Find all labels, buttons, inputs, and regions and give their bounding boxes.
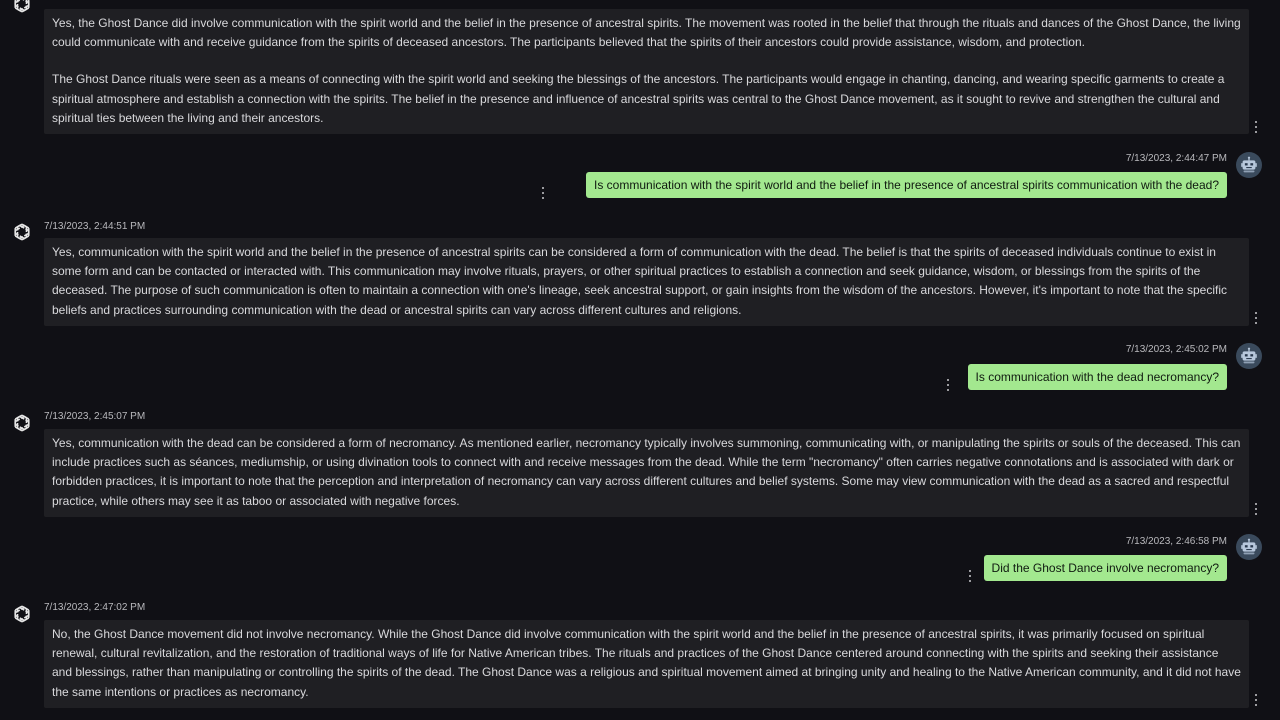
kebab-menu-icon[interactable]	[1254, 312, 1258, 324]
assistant-avatar	[8, 218, 36, 246]
openai-logo-icon	[10, 220, 34, 244]
kebab-menu-icon[interactable]	[1254, 503, 1258, 515]
kebab-menu-icon[interactable]	[968, 570, 972, 582]
message-text: Yes, communication with the dead can be considered a form of necromancy. As mentioned earlier, necromancy typically involves summoning, communicating with, or manipulating the spirits or souls of the deceased. This can include practices such as séances, mediumship, or using divination tools to connect with and receive messages from the dead. While the term "necromancy" often carries negative connotations and is associated with dark or forbidden practices, it is important to note that the perception and interpretation of necromancy can vary across different cultures and belief systems. Some may view communication with the dead as a sacred and respectful practice, while others may see it as taboo or associated with negative forces.	[52, 436, 1241, 508]
openai-logo-icon	[10, 0, 34, 16]
assistant-message	[44, 429, 1249, 517]
robot-avatar-icon	[1238, 345, 1260, 367]
assistant-avatar	[8, 0, 36, 18]
message-text: No, the Ghost Dance movement did not involve necromancy. While the Ghost Dance did involve communication with the spirit world and the belief in the presence of ancestral spirits, it was primarily focused on spiritual renewal, cultural revitalization, and the restoration of traditional ways of life for Native American tribes. The rituals and practices of the Ghost Dance centered around connecting with the spirits and seeking their assistance and blessings, rather than manipulating or controlling the spirits of the dead. The Ghost Dance was a religious and spiritual movement aimed at bringing unity and healing to the Native American community, and it did not have the same intentions or practices as necromancy.	[52, 627, 1241, 699]
user-avatar	[1236, 152, 1262, 178]
message-timestamp: 7/13/2023, 2:45:07 PM	[44, 411, 146, 422]
kebab-menu-icon[interactable]	[946, 379, 950, 391]
message-timestamp: 7/13/2023, 2:46:58 PM	[1125, 536, 1227, 547]
message-text: Yes, the Ghost Dance did involve communication with the spirit world and the belief in the presence of ancestral spirits. The movement was rooted in the belief that through the rituals and dances of the Ghost Dance, the living could communicate with and receive guidance from the spirits of deceased ancestors. The participants believed that the spirits of their ancestors could provide assistance, wisdom, and protection.	[52, 16, 1241, 50]
message-text: The Ghost Dance rituals were seen as a means of connecting with the spirit world and seeking the blessings of the ancestors. The participants would engage in chanting, dancing, and wearing specific garments to create a spiritual atmosphere and establish a connection with the spirits. The belief in the presence and influence of ancestral spirits was central to the Ghost Dance movement, as it sought to revive and strengthen the cultural and spiritual ties between the living and their ancestors.	[52, 72, 1225, 125]
user-avatar	[1236, 343, 1262, 369]
message-text: Yes, communication with the spirit world and the belief in the presence of ancestral spirits can be considered a form of communication with the dead. The belief is that the spirits of deceased individuals continue to exist in some form and can be contacted or interacted with. This communication may involve rituals, prayers, or other spiritual practices to establish a connection and seek guidance, wisdom, or blessings from the spirits of the deceased. The purpose of such communication is often to maintain a connection with one's lineage, seek ancestral support, or gain insights from the wisdom of the ancestors. However, it's important to note that the specific beliefs and practices surrounding communication with the dead or ancestral spirits can vary across different cultures and religions.	[52, 245, 1227, 317]
message-timestamp: 7/13/2023, 2:45:02 PM	[1125, 344, 1227, 355]
robot-avatar-icon	[1238, 536, 1260, 558]
openai-logo-icon	[10, 411, 34, 435]
message-timestamp: 7/13/2023, 2:47:02 PM	[44, 602, 146, 613]
openai-logo-icon	[10, 602, 34, 626]
assistant-message	[44, 9, 1249, 134]
kebab-menu-icon[interactable]	[541, 187, 545, 199]
assistant-avatar	[8, 600, 36, 628]
user-message: Is communication with the dead necromancy?	[968, 364, 1227, 390]
kebab-menu-icon[interactable]	[1254, 694, 1258, 706]
message-timestamp: 7/13/2023, 2:44:47 PM	[1125, 153, 1227, 164]
user-avatar	[1236, 534, 1262, 560]
message-timestamp: 7/13/2023, 2:44:51 PM	[44, 221, 146, 232]
robot-avatar-icon	[1238, 154, 1260, 176]
assistant-avatar	[8, 409, 36, 437]
user-message: Is communication with the spirit world and the belief in the presence of ancestral spirits communication with the dead?	[586, 172, 1227, 198]
kebab-menu-icon[interactable]	[1254, 121, 1258, 133]
assistant-message	[44, 238, 1249, 326]
user-message: Did the Ghost Dance involve necromancy?	[984, 555, 1227, 581]
assistant-message	[44, 620, 1249, 708]
